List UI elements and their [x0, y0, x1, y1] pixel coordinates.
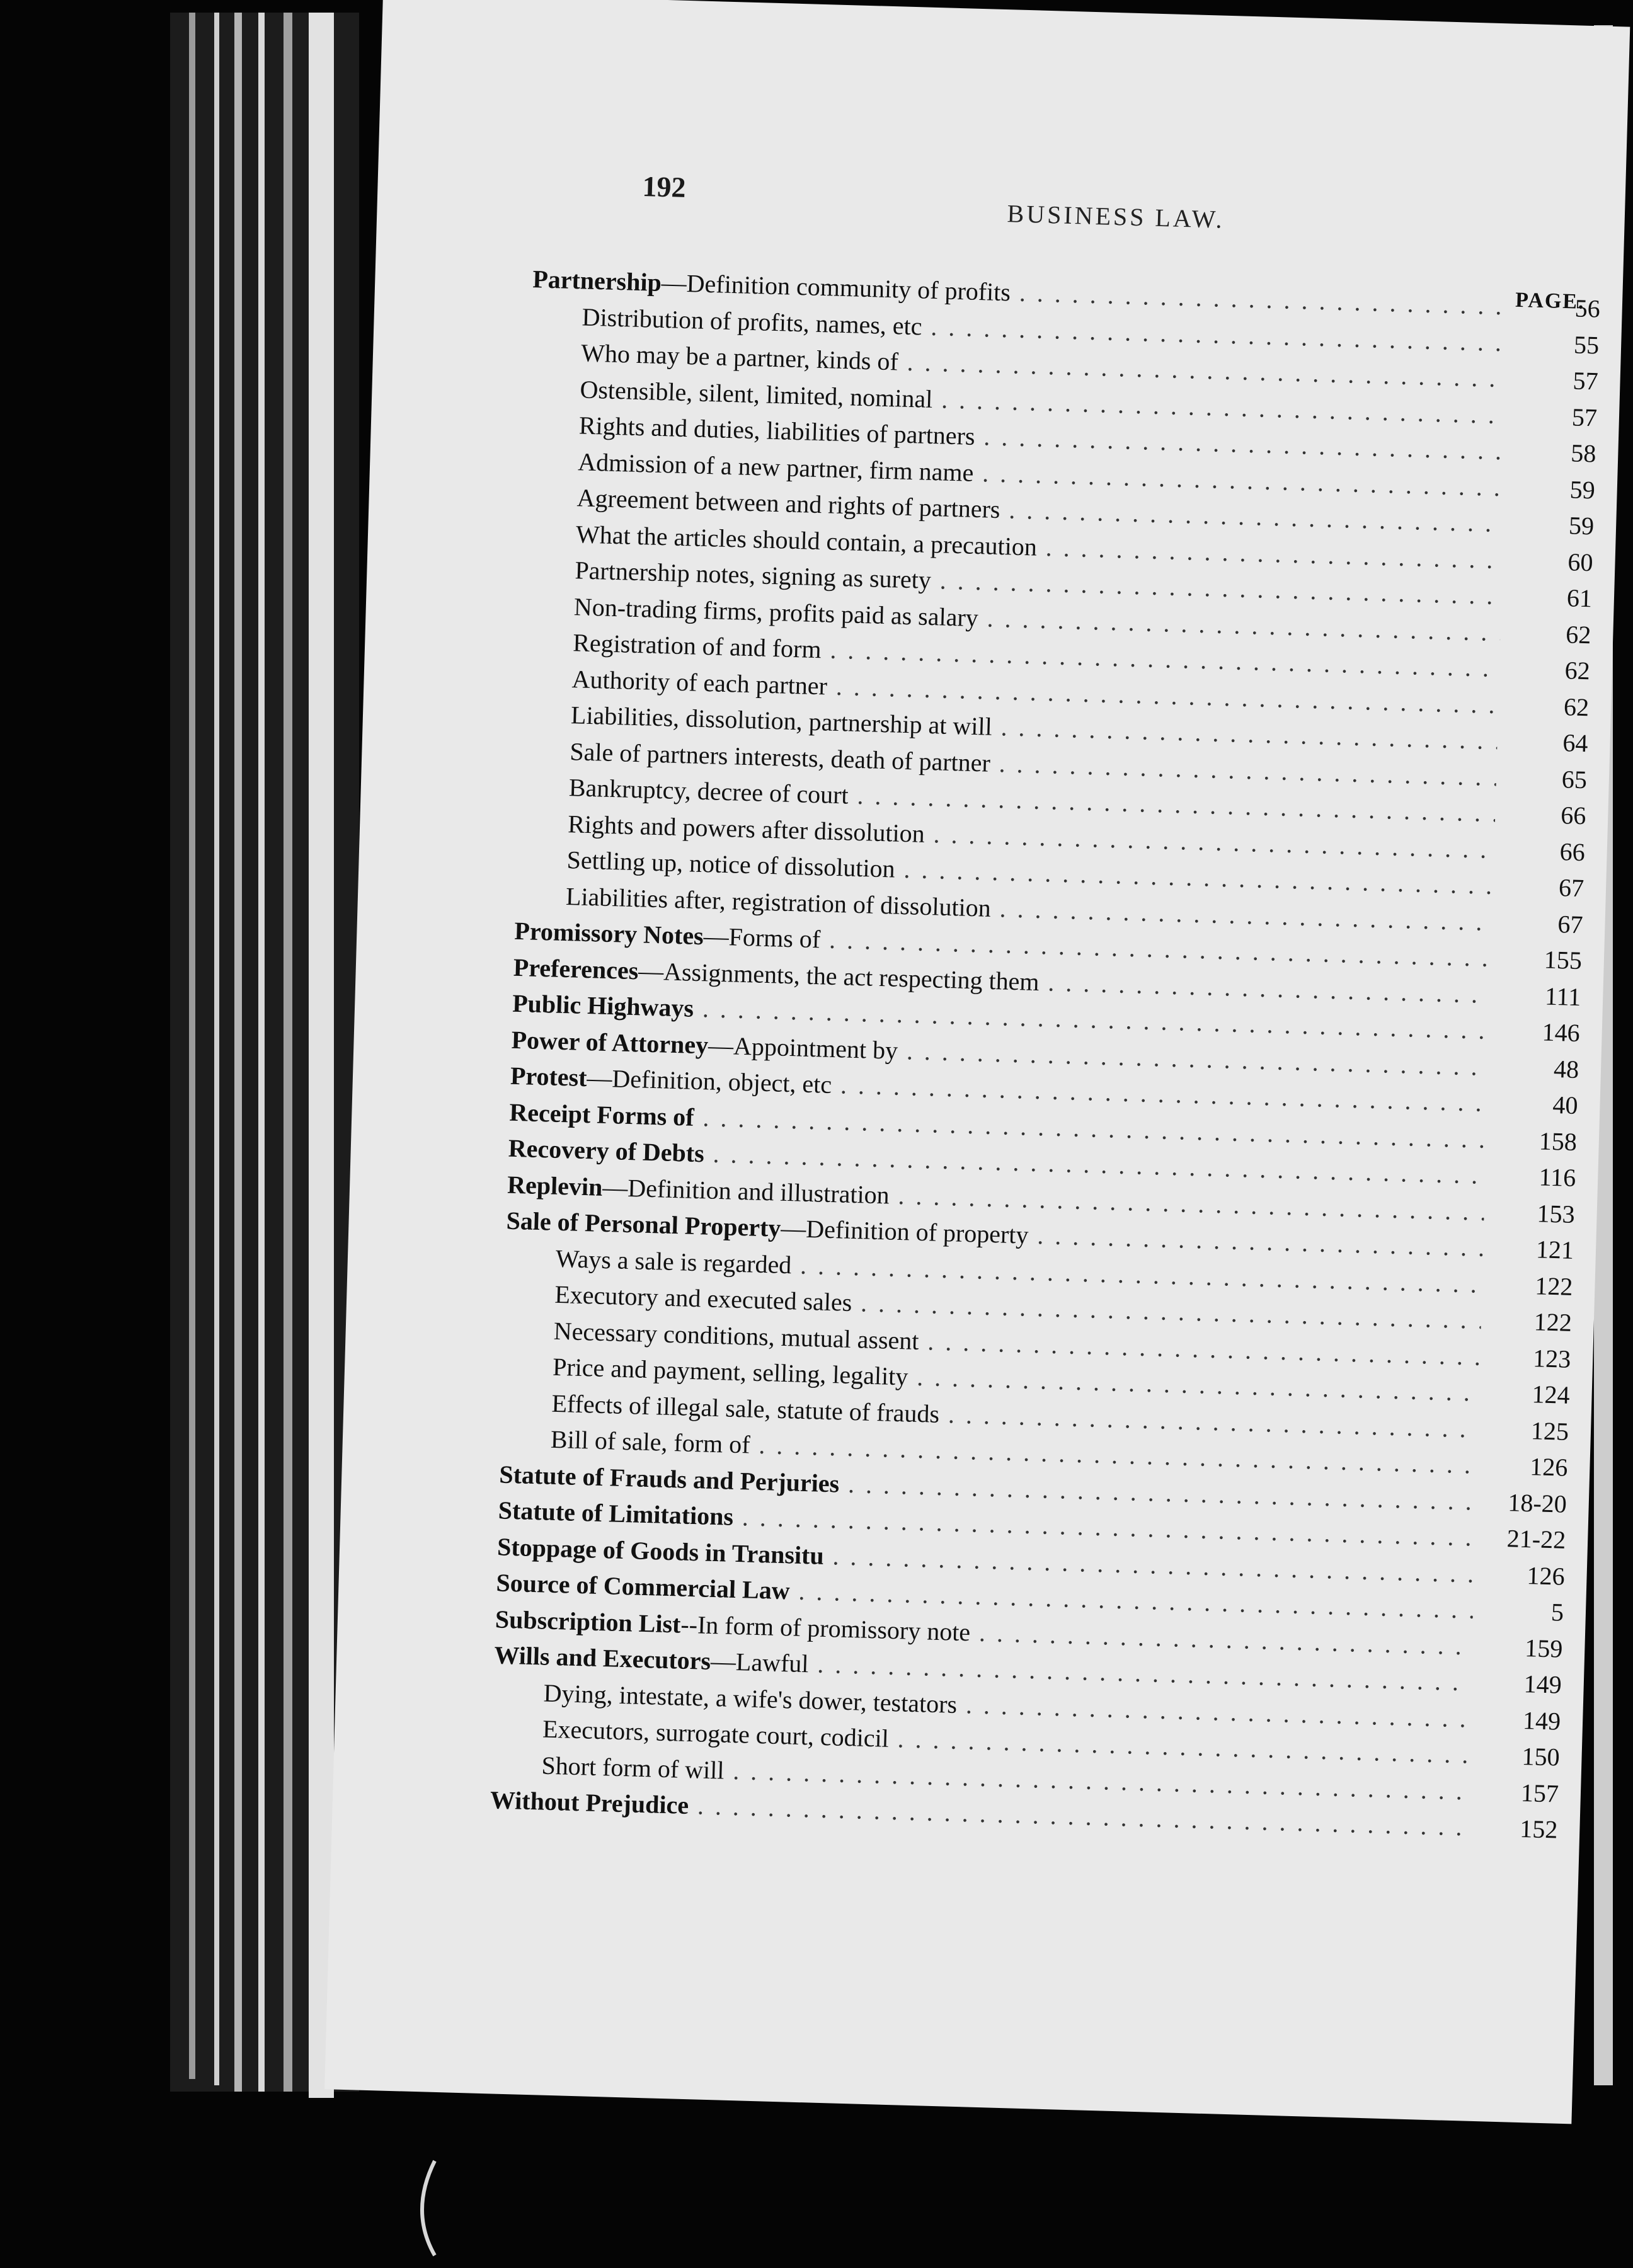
entry-page-number: 64: [1562, 728, 1589, 758]
page-number: 192: [641, 170, 687, 203]
entry-text: Necessary conditions, mutual assent: [553, 1316, 920, 1355]
page-edge-line: [189, 13, 195, 2079]
entry-text: Liabilities after, registration of dissolution: [565, 881, 992, 922]
entry-text: —Appointment by: [708, 1030, 898, 1065]
entry-text: Distribution of profits, names, etc: [582, 302, 923, 340]
entry-page-number: 66: [1559, 837, 1586, 866]
entry-page-number: 125: [1530, 1416, 1569, 1446]
page-edge-line: [234, 13, 242, 2092]
entry-heading: Statute of Frauds and Perjuries: [498, 1459, 840, 1498]
entry-page-number: 18-20: [1507, 1487, 1567, 1518]
entry-text: Executory and executed sales: [554, 1280, 852, 1317]
entry-page-number: 55: [1573, 329, 1600, 359]
entry-heading: Source of Commercial Law: [496, 1568, 791, 1605]
entry-page-number: 60: [1567, 547, 1594, 576]
entry-text: Registration of and form: [572, 628, 822, 664]
entry-page-number: 59: [1569, 474, 1596, 504]
entry-text: Price and payment, selling, legality: [552, 1352, 908, 1391]
entry-text: Settling up, notice of dissolution: [566, 845, 896, 883]
entry-text: Admission of a new partner, firm name: [577, 447, 975, 487]
entry-text: Effects of illegal sale, statute of frauds: [551, 1389, 940, 1428]
running-head: BUSINESS LAW.: [1007, 199, 1225, 234]
page-edge-line: [214, 13, 219, 2085]
entry-text: Rights and powers after dissolution: [567, 809, 925, 848]
entry-page-number: 59: [1568, 511, 1595, 541]
entry-text: --In form of promissory note: [680, 1610, 971, 1646]
entry-page-number: 57: [1571, 402, 1598, 432]
entry-page-number: 5: [1550, 1598, 1564, 1627]
entry-text: What the articles should contain, a precaution: [575, 519, 1038, 561]
entry-text: Executors, surrogate court, codicil: [542, 1714, 890, 1753]
entry-page-number: 158: [1538, 1126, 1578, 1156]
entry-heading: Receipt Forms of: [508, 1097, 695, 1131]
entry-page-number: 62: [1563, 692, 1590, 721]
page-column-label: PAGE.: [1515, 288, 1586, 314]
entry-page-number: 48: [1553, 1054, 1579, 1084]
entry-text: Sale of partners interests, death of partner: [569, 736, 991, 777]
page-edge-line: [309, 13, 334, 2098]
entry-text: Bill of sale, form of: [550, 1424, 751, 1459]
entry-page-number: 65: [1561, 764, 1588, 794]
entry-text: Rights and duties, liabilities of partners: [578, 411, 976, 450]
entry-text: —Definition, object, etc: [586, 1063, 832, 1099]
entry-heading: Subscription List: [495, 1604, 682, 1639]
entry-text: Who may be a partner, kinds of: [580, 338, 899, 376]
entry-text: —Assignments, the act respecting them: [638, 956, 1040, 996]
entry-page-number: 157: [1520, 1778, 1559, 1808]
entry-page-number: 149: [1523, 1669, 1562, 1699]
entry-page-number: 155: [1544, 945, 1583, 975]
entry-page-number: 123: [1532, 1343, 1571, 1373]
entry-heading: Preferences: [513, 953, 639, 985]
entry-text: Short form of will: [541, 1751, 725, 1785]
entry-page-number: 121: [1535, 1235, 1574, 1264]
entry-page-number: 21-22: [1506, 1524, 1566, 1554]
entry-page-number: 62: [1564, 656, 1591, 685]
book-page: [324, 0, 1630, 2124]
entry-page-number: 126: [1529, 1452, 1569, 1482]
page-edge-line: [258, 13, 265, 2092]
entry-text: —Definition community of profits: [661, 268, 1011, 307]
entry-page-number: 58: [1570, 438, 1596, 468]
entry-page-number: 61: [1566, 583, 1593, 613]
entry-page-number: 116: [1538, 1162, 1576, 1192]
entry-text: —Lawful: [710, 1646, 810, 1678]
entry-heading: Promissory Notes: [513, 916, 704, 951]
entry-text: Liabilities, dissolution, partnership at will: [570, 701, 993, 741]
entry-heading: Replevin: [507, 1170, 604, 1201]
entry-page-number: 122: [1533, 1307, 1573, 1337]
entry-heading: Recovery of Debts: [508, 1133, 705, 1168]
entry-page-number: 124: [1532, 1380, 1571, 1409]
entry-page-number: 67: [1558, 873, 1584, 903]
entry-heading: Power of Attorney: [511, 1025, 709, 1059]
entry-page-number: 152: [1519, 1814, 1558, 1844]
entry-heading: Wills and Executors: [493, 1641, 711, 1675]
entry-page-number: 153: [1537, 1198, 1576, 1228]
entry-page-number: 122: [1534, 1271, 1574, 1301]
index-list: [490, 261, 1600, 1848]
entry-text: —Definition of property: [780, 1213, 1029, 1249]
entry-page-number: 150: [1521, 1741, 1561, 1772]
entry-text: Bankruptcy, decree of court: [568, 773, 849, 810]
entry-page-number: 40: [1552, 1090, 1579, 1120]
entry-text: Ostensible, silent, limited, nominal: [579, 374, 933, 413]
entry-text: —Forms of: [703, 922, 821, 954]
entry-heading: Statute of Limitations: [498, 1496, 734, 1531]
entry-text: Agreement between and rights of partners: [576, 483, 1001, 524]
entry-heading: Stoppage of Goods in Transitu: [496, 1532, 825, 1570]
entry-page-number: 66: [1560, 801, 1586, 830]
entry-heading: Partnership: [532, 265, 662, 297]
entry-text: Authority of each partner: [571, 664, 828, 700]
entry-text: Ways a sale is regarded: [555, 1244, 792, 1279]
entry-text: Non-trading firms, profits paid as salary: [573, 592, 979, 632]
entry-heading: Protest: [510, 1061, 588, 1092]
entry-page-number: 67: [1557, 909, 1584, 939]
entry-text: Dying, intestate, a wife's dower, testators: [543, 1678, 958, 1719]
entry-page-number: 111: [1544, 982, 1581, 1011]
entry-text: —Definition and illustration: [602, 1172, 890, 1210]
entry-heading: Without Prejudice: [490, 1785, 689, 1820]
entry-text: Partnership notes, signing as surety: [574, 556, 932, 595]
entry-page-number: 159: [1524, 1633, 1564, 1663]
entry-page-number: 146: [1542, 1017, 1581, 1048]
entry-heading: Public Highways: [512, 988, 694, 1022]
entry-heading: Sale of Personal Property: [506, 1206, 782, 1242]
entry-page-number: 126: [1526, 1561, 1566, 1591]
entry-page-number: 62: [1565, 619, 1591, 649]
entry-page-number: 56: [1574, 294, 1601, 323]
entry-page-number: 149: [1522, 1705, 1561, 1736]
page-edge-line: [284, 13, 292, 2092]
entry-page-number: 57: [1572, 366, 1599, 396]
